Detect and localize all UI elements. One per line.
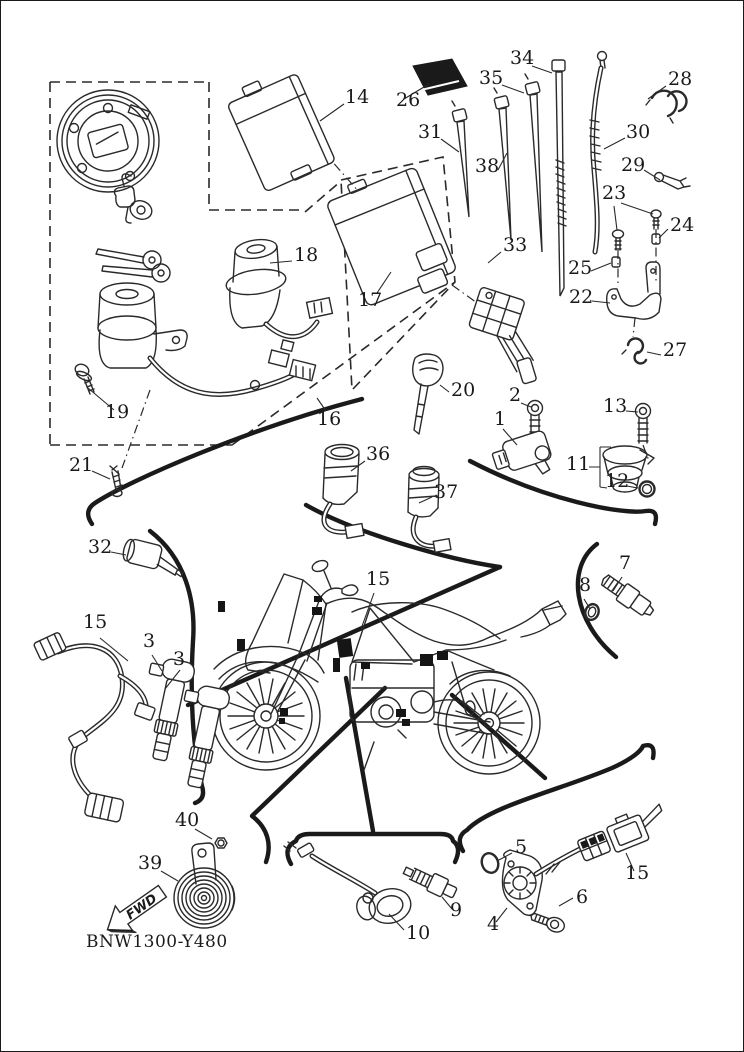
callout-23: 23 <box>602 182 627 204</box>
callout-26: 26 <box>396 89 421 111</box>
callout-4: 4 <box>487 913 500 935</box>
part-15-sub-harness <box>33 632 155 823</box>
callout-17: 17 <box>358 289 383 311</box>
part-35-cable-tie <box>525 74 542 252</box>
part-main-coupler <box>457 287 559 388</box>
callout-14: 14 <box>345 86 370 108</box>
part-30-band <box>590 52 607 253</box>
callout-34: 34 <box>510 47 535 69</box>
front-wheel <box>212 662 320 770</box>
part-5-oring <box>479 851 501 875</box>
callout-5: 5 <box>515 836 528 858</box>
part-23-25-fasteners <box>612 210 661 287</box>
callout-12: 12 <box>605 470 630 492</box>
part-helmet-lock <box>114 174 154 223</box>
part-20-key <box>413 354 443 434</box>
callout-18: 18 <box>294 244 319 266</box>
callout-40: 40 <box>175 809 200 831</box>
callout-15b: 15 <box>83 611 108 633</box>
callout-13: 13 <box>603 395 628 417</box>
part-32-sensor <box>121 537 188 576</box>
part-16-main-switch <box>98 283 316 395</box>
callout-15c: 15 <box>625 862 650 884</box>
callout-7: 7 <box>619 552 632 574</box>
callout-24: 24 <box>670 214 695 236</box>
callout-1: 1 <box>494 408 507 430</box>
callout-11: 11 <box>566 453 591 475</box>
part-26-sleeve <box>413 59 467 95</box>
part-1-sensor <box>490 430 556 487</box>
part-40-nut <box>215 838 227 848</box>
callout-30: 30 <box>626 121 651 143</box>
part-fuel-cap <box>57 90 159 192</box>
part-15-connector <box>604 801 670 852</box>
callout-2: 2 <box>509 384 522 406</box>
callout-31: 31 <box>418 121 443 143</box>
pointer-curve-sensor-group <box>578 544 616 657</box>
callout-28: 28 <box>668 68 693 90</box>
callout-3a: 3 <box>143 630 156 652</box>
pointer-curve-socket-group <box>306 505 500 567</box>
callout-21: 21 <box>69 454 94 476</box>
part-22-bracket <box>607 262 661 319</box>
callout-33: 33 <box>503 234 528 256</box>
callout-3b: 3 <box>173 648 186 670</box>
callout-10: 10 <box>406 922 431 944</box>
part-31-cable-tie <box>452 101 469 217</box>
part-39-horn <box>174 843 235 928</box>
part-19-screw <box>73 362 94 394</box>
callout-9: 9 <box>450 899 463 921</box>
part-27-clamp <box>622 318 646 363</box>
callout-32: 32 <box>88 536 113 558</box>
part-9-pressure-switch <box>401 861 459 901</box>
callout-8: 8 <box>579 574 592 596</box>
front-spokes <box>228 679 304 753</box>
motorcycle-illustration <box>212 559 566 774</box>
callout-38: 38 <box>475 155 500 177</box>
callout-37: 37 <box>434 481 459 503</box>
part-12-oring <box>640 482 655 497</box>
callout-16: 16 <box>317 408 342 430</box>
callout-35: 35 <box>479 67 504 89</box>
callout-29: 29 <box>621 154 646 176</box>
callout-20: 20 <box>451 379 476 401</box>
part-14-ecu <box>223 65 336 193</box>
rear-wheel <box>438 672 540 774</box>
callout-27: 27 <box>663 339 688 361</box>
part-17-ecu <box>323 159 460 315</box>
part-7-temp-sensor <box>598 571 658 621</box>
callout-6: 6 <box>576 886 589 908</box>
part-34-long-cable-tie <box>552 60 566 296</box>
callout-19: 19 <box>105 401 130 423</box>
callout-15a: 15 <box>366 568 391 590</box>
part-key-set <box>96 249 170 282</box>
callout-22: 22 <box>569 286 594 308</box>
fwd-arrow-label: FWD <box>123 891 161 924</box>
part-29-rivet <box>655 173 691 190</box>
part-6-bolt <box>529 909 567 934</box>
bike-body <box>214 559 566 770</box>
part-37-socket <box>408 467 451 553</box>
callout-36: 36 <box>366 443 391 465</box>
callout-39: 39 <box>138 852 163 874</box>
part-10-switch <box>284 842 415 928</box>
callout-25: 25 <box>568 257 593 279</box>
diagram-code: BNW1300-Y480 <box>86 932 228 952</box>
